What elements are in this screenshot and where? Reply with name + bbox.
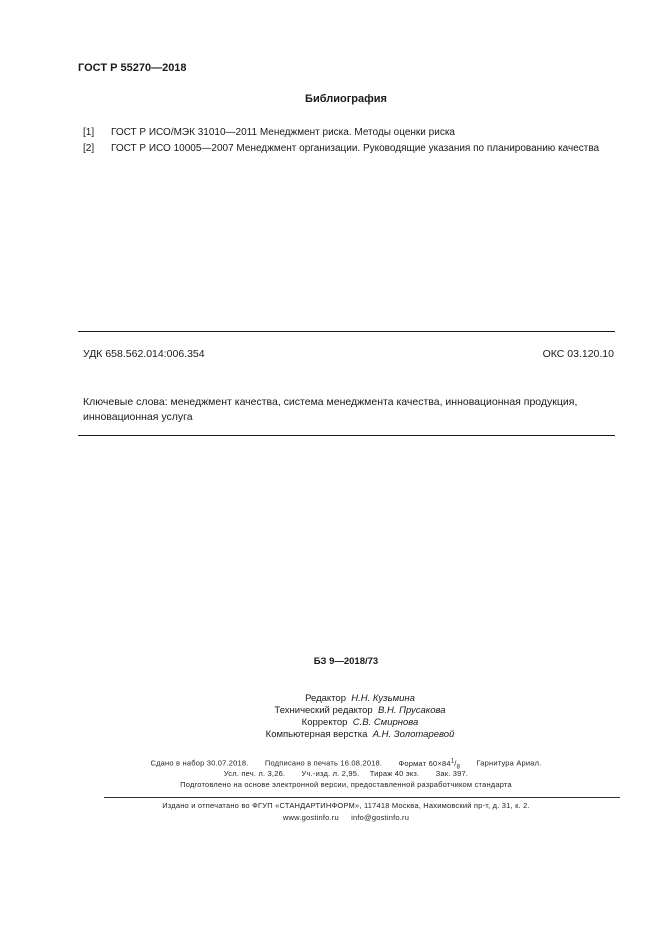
- bz-number: БЗ 9—2018/73: [313, 656, 379, 667]
- order-number: Зак. 397.: [435, 769, 469, 778]
- keywords: Ключевые слова: менеджмент качества, система менеджмента качества, инновационная продукция, инновационная услуга: [83, 396, 578, 423]
- document-code: ГОСТ Р 55270—2018: [78, 62, 187, 74]
- credit-role: Корректор: [301, 717, 348, 728]
- bibliography-title: Библиография: [305, 93, 387, 105]
- signed-date: Подписано в печать 16.08.2018.: [264, 758, 383, 768]
- publication-line-2: [0, 769, 661, 778]
- credit-line: [0, 729, 661, 740]
- bibliography-item-text: ГОСТ Р ИСО 10005—2007 Менеджмент организации. Руководящие указания по планированию качества: [111, 143, 600, 154]
- bibliography-item: [83, 127, 455, 138]
- bibliography-item: [83, 143, 599, 154]
- print-run: Тираж 40 экз.: [369, 769, 420, 778]
- contact-line: [0, 813, 661, 822]
- credit-name: А.Н. Золотаревой: [372, 729, 455, 740]
- credit-line: [0, 717, 661, 728]
- credit-role: Редактор: [305, 693, 346, 704]
- typeset-date: Сдано в набор 30.07.2018.: [150, 758, 249, 768]
- bibliography-item-text: ГОСТ Р ИСО/МЭК 31010—2011 Менеджмент риска. Методы оценки риска: [111, 127, 455, 138]
- bibliography-item-number: [2]: [83, 143, 95, 154]
- divider-middle: [78, 435, 615, 436]
- format: Формат $60\times 84^1/_8$: [398, 758, 461, 770]
- udk-code: УДК 658.562.014:006.354: [83, 348, 205, 360]
- edition-sheets: Уч.-изд. л. 2,95.: [301, 769, 360, 778]
- credit-name: В.Н. Прусакова: [378, 705, 446, 716]
- credit-role: Технический редактор: [274, 705, 373, 716]
- prepared-note: Подготовлено на основе электронной версии, предоставленной разработчиком стандарта: [180, 780, 512, 789]
- credit-role: Компьютерная верстка: [265, 729, 368, 740]
- credit-line: [0, 705, 661, 716]
- bibliography-item-number: [1]: [83, 127, 95, 138]
- oks-code: ОКС 03.120.10: [542, 348, 614, 360]
- website-link[interactable]: www.gostinfo.ru: [282, 813, 339, 822]
- credit-name: С.В. Смирнова: [352, 717, 419, 728]
- print-sheets: Усл. печ. л. 3,26.: [223, 769, 286, 778]
- email-link[interactable]: info@gostinfo.ru: [351, 813, 410, 822]
- credit-name: Н.Н. Кузьмина: [351, 693, 415, 704]
- publisher-info: Издано и отпечатано во ФГУП «СТАНДАРТИНФОРМ», 117418 Москва, Нахимовский пр-т, д. 31, к. 2.: [162, 801, 530, 810]
- credit-line: [0, 693, 661, 704]
- divider-bottom: [104, 797, 620, 798]
- divider-top: [78, 331, 615, 332]
- font-info: Гарнитура Ариал.: [476, 758, 542, 768]
